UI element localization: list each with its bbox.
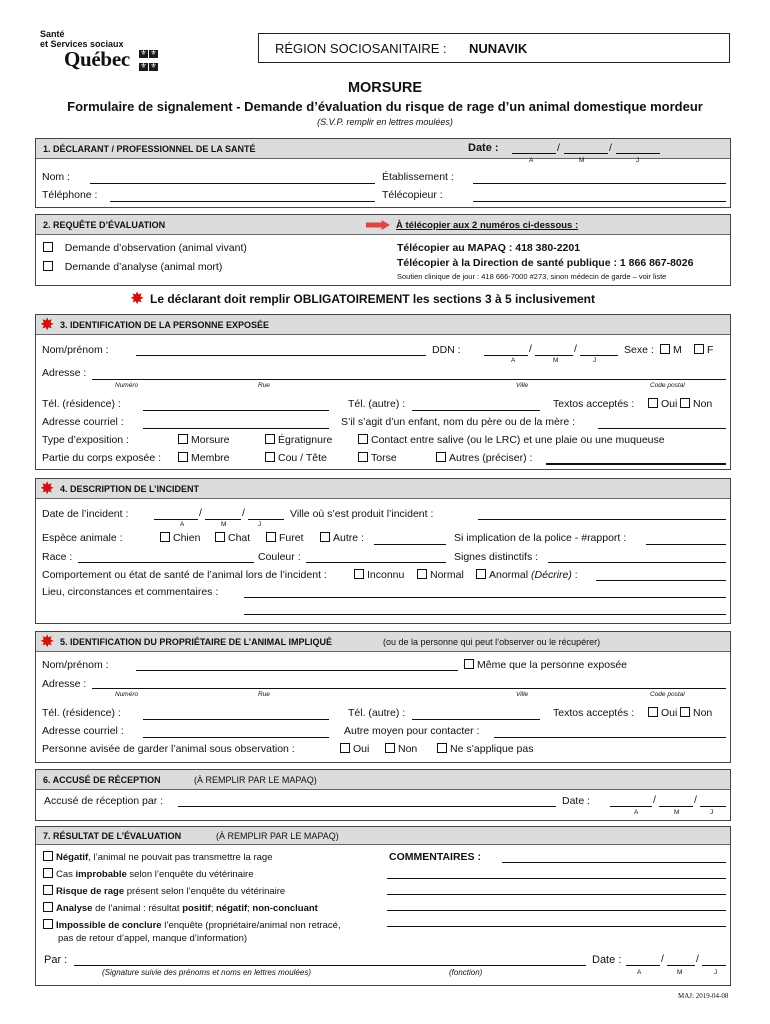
s7-analyse-checkbox[interactable] (43, 902, 53, 912)
s4-autre-checkbox[interactable] (320, 532, 330, 542)
s2-fax2: Télécopier à la Direction de santé publique : 1 866 867-8026 (397, 257, 694, 269)
section-3-title: 3. IDENTIFICATION DE LA PERSONNE EXPOSÉE (60, 320, 270, 330)
s4-normal[interactable] (417, 569, 464, 581)
star-icon: ✸ (40, 315, 55, 334)
section-5-title: 5. IDENTIFICATION DU PROPRIÉTAIRE DE L’ANIMAL IMPLIQUÉ (60, 637, 333, 647)
section-7-title: 7. RÉSULTAT DE L’ÉVALUATION (43, 831, 182, 841)
s4-anormal[interactable] (476, 569, 578, 581)
s1-letter-j: J (636, 157, 640, 164)
s7-letter-m: M (677, 969, 683, 976)
s4-lieu-field-2[interactable] (244, 614, 726, 615)
star-icon: ✸ (130, 289, 145, 308)
s3-adresse-label: Adresse : (42, 367, 87, 379)
s1-nom-label: Nom : (42, 171, 71, 183)
s4-chat-checkbox[interactable] (215, 532, 225, 542)
s2-soutien: Soutien clinique de jour : 418 666-7000 #273, sinon médecin de garde – voir liste (397, 272, 667, 281)
s4-date-j[interactable] (248, 519, 284, 520)
s3-egratignure-checkbox[interactable] (265, 434, 275, 444)
s7-par-field[interactable] (74, 965, 586, 966)
s5-telautre-label: Tél. (autre) : (348, 707, 406, 719)
s4-inconnu[interactable] (354, 569, 404, 581)
s3-telres-label: Tél. (résidence) : (42, 398, 121, 410)
s5-nom-label: Nom/prénom : (42, 659, 109, 671)
s1-tel-label: Téléphone : (42, 189, 98, 201)
s3-nom-label: Nom/prénom : (42, 344, 109, 356)
s5-non-checkbox[interactable] (680, 707, 690, 717)
section-7-header (36, 827, 730, 845)
page-subtitle: Formulaire de signalement - Demande d’évaluation du risque de rage d’un animal domestique mordeur (67, 99, 703, 114)
s7-improbable-bold: improbable (75, 869, 127, 880)
logo-line2: et Services sociaux (40, 38, 124, 49)
s5-meme-checkbox[interactable] (464, 659, 474, 669)
s7-impossible2: pas de retour d’appel, manque d’information) (58, 933, 248, 944)
s3-ddn-label: DDN : (432, 344, 461, 356)
s3-m-checkbox[interactable] (660, 344, 670, 354)
section-6-title: 6. ACCUSÉ DE RÉCEPTION (43, 775, 161, 785)
s3-membre[interactable] (178, 452, 230, 464)
section-3 (35, 314, 731, 470)
s6-date-a[interactable] (610, 806, 652, 807)
s3-contact-checkbox[interactable] (358, 434, 368, 444)
s4-chien[interactable] (160, 532, 200, 544)
s3-sexe-f[interactable] (694, 344, 713, 356)
s2-analyse-checkbox[interactable] (43, 261, 53, 271)
s4-inconnu-label: Inconnu (367, 569, 405, 581)
s3-enfant-field[interactable] (598, 428, 726, 429)
s7-risque-checkbox[interactable] (43, 885, 53, 895)
s7-date-label: Date : (592, 954, 622, 966)
s7-impossible-bold: Impossible de conclure (56, 920, 162, 931)
logo-brand: Québec (64, 47, 130, 71)
s3-type-label: Type d’exposition : (42, 434, 129, 446)
s3-m-label: M (673, 344, 682, 356)
s3-nom-field[interactable] (136, 355, 426, 356)
s3-autres-label: Autres (préciser) : (449, 452, 533, 464)
s4-furet[interactable] (266, 532, 304, 544)
s7-negatif-label: , l’animal ne pouvait pas transmettre la rage (88, 852, 273, 863)
s3-numero-label: Numéro (115, 382, 139, 389)
arrow-right-icon (366, 220, 390, 233)
s7-risque-label: présent selon l’enquête du vétérinaire (124, 886, 286, 897)
s3-ddn-m[interactable] (535, 355, 573, 356)
section-1-header: 1. DÉCLARANT / PROFESSIONNEL DE LA SANTÉ Date : / / (36, 139, 730, 159)
s3-letter-j: J (593, 357, 597, 364)
s4-chat[interactable] (215, 532, 250, 544)
s3-contact[interactable] (358, 434, 665, 446)
s5-avisee-label: Personne avisée de garder l’animal sous observation : (42, 743, 295, 755)
section-6-note: (À REMPLIR PAR LE MAPAQ) (194, 775, 317, 785)
s3-adresse-field[interactable] (92, 379, 726, 380)
s1-etab-field[interactable] (473, 183, 726, 184)
s3-rue-label: Rue (258, 382, 270, 389)
s5-avisee-non[interactable] (385, 743, 417, 755)
s7-impossible[interactable] (43, 919, 341, 931)
s5-textos-non[interactable] (680, 707, 712, 719)
s3-telautre-field[interactable] (412, 410, 540, 411)
s3-ville-label: Ville (516, 382, 529, 389)
s5-cp-label: Code postal (650, 691, 685, 698)
s4-lieu-field-1[interactable] (244, 597, 726, 598)
region-value: NUNAVIK (469, 41, 528, 56)
s4-inconnu-checkbox[interactable] (354, 569, 364, 579)
s3-egratignure[interactable] (265, 434, 332, 446)
s5-ville-label: Ville (516, 691, 529, 698)
s3-telautre-label: Tél. (autre) : (348, 398, 406, 410)
s4-autre[interactable] (320, 532, 364, 544)
s5-adresse-field[interactable] (92, 688, 726, 689)
s6-par-field[interactable] (178, 806, 556, 807)
s3-non-label: Non (693, 398, 713, 410)
s1-letter-m: M (579, 157, 585, 164)
region-box (258, 33, 730, 63)
s3-courriel-label: Adresse courriel : (42, 416, 124, 428)
s5-courriel-label: Adresse courriel : (42, 725, 124, 737)
s7-date-m[interactable] (667, 965, 695, 966)
s4-furet-label: Furet (279, 532, 304, 544)
s3-cou-label: Cou / Tête (278, 452, 327, 464)
s6-date-label: Date : (562, 795, 591, 807)
s4-signes-field[interactable] (548, 562, 726, 563)
s7-comment-line-1[interactable] (502, 862, 726, 863)
s5-ne-checkbox[interactable] (437, 743, 447, 753)
s3-non-checkbox[interactable] (680, 398, 690, 408)
s3-courriel-field[interactable] (143, 428, 329, 429)
s3-cou-checkbox[interactable] (265, 452, 275, 462)
s1-date-a[interactable] (512, 153, 556, 154)
s3-autres-field[interactable] (546, 463, 726, 465)
s7-nonconcl: non-concluant (252, 903, 318, 914)
s5-avisee-non-label: Non (398, 743, 418, 755)
s5-avisee-oui-checkbox[interactable] (340, 743, 350, 753)
s1-etab-label: Établissement : (382, 171, 454, 183)
s7-commentaires-label: COMMENTAIRES : (389, 851, 481, 863)
s3-torse-label: Torse (371, 452, 397, 464)
s3-egratignure-label: Égratignure (278, 434, 333, 446)
s1-date-label: Date : (468, 142, 499, 154)
s7-comment-line-4[interactable] (387, 910, 726, 911)
s2-obs-checkbox[interactable] (43, 242, 53, 252)
s5-textos-label: Textos acceptés : (553, 707, 635, 719)
s4-espece-label: Espèce animale : (42, 532, 123, 544)
s3-morsure-label: Morsure (191, 434, 230, 446)
section-7-note: (À REMPLIR PAR LE MAPAQ) (216, 831, 339, 841)
s2-fax-note: À télécopier aux 2 numéros ci-dessous : (396, 220, 579, 231)
s5-avisee-non-checkbox[interactable] (385, 743, 395, 753)
s3-contact-label: Contact entre salive (ou le LRC) et une plaie ou une muqueuse (371, 434, 665, 446)
s4-date-m[interactable] (205, 519, 241, 520)
s5-ne-label: Ne s’applique pas (450, 743, 534, 755)
s7-signature-caption: (Signature suivie des prénoms et noms en lettres moulées) (102, 968, 311, 977)
s7-improbable-checkbox[interactable] (43, 868, 53, 878)
s6-par-label: Accusé de réception par : (44, 795, 164, 807)
s7-analyse-label: de l’animal : résultat (92, 903, 183, 914)
s4-furet-checkbox[interactable] (266, 532, 276, 542)
s4-race-label: Race : (42, 551, 73, 563)
s4-couleur-label: Couleur : (258, 551, 301, 563)
s5-rue-label: Rue (258, 691, 270, 698)
s3-telres-field[interactable] (143, 410, 329, 411)
s7-positif: positif (182, 903, 211, 914)
s3-letter-m: M (553, 357, 559, 364)
s5-telres-field[interactable] (143, 719, 329, 720)
s4-chien-label: Chien (173, 532, 201, 544)
s4-decrire-label: (Décrire) (531, 569, 572, 581)
s3-cou[interactable] (265, 452, 327, 464)
s7-improbable[interactable] (43, 868, 254, 880)
s4-race-field[interactable] (78, 562, 254, 563)
s5-adresse-label: Adresse : (42, 678, 87, 690)
s3-partie-label: Partie du corps exposée : (42, 452, 162, 464)
s7-improbable-label: selon l’enquête du vétérinaire (126, 869, 254, 880)
s1-date-m[interactable] (564, 153, 608, 154)
s4-signes-label: Signes distinctifs : (454, 551, 539, 563)
s7-date-j[interactable] (702, 965, 726, 966)
s7-analyse[interactable]: Analyse de l’animal : résultat positif; négatif; non-concluant (43, 902, 318, 914)
s3-f-checkbox[interactable] (694, 344, 704, 354)
s4-lieu-label: Lieu, circonstances et commentaires : (42, 586, 219, 598)
s7-comment-line-3[interactable] (387, 894, 726, 895)
s4-couleur-field[interactable] (306, 562, 446, 563)
s5-oui-label: Oui (661, 707, 678, 719)
s5-numero-label: Numéro (115, 691, 139, 698)
s4-chien-checkbox[interactable] (160, 532, 170, 542)
s3-autres[interactable] (436, 452, 532, 464)
s5-autremoyen-field[interactable] (494, 737, 726, 738)
s1-fax-label: Télécopieur : (382, 189, 443, 201)
s4-anormal-label: Anormal (489, 569, 529, 581)
s5-meme-label: Même que la personne exposée (477, 659, 628, 671)
s3-f-label: F (707, 344, 714, 356)
s7-analyse-bold: Analyse (56, 903, 93, 914)
s7-impossible-checkbox[interactable] (43, 919, 53, 929)
s4-letter-j: J (258, 521, 262, 528)
s7-improbable-pre: Cas (56, 869, 76, 880)
s7-negatif-checkbox[interactable] (43, 851, 53, 861)
s3-morsure[interactable] (178, 434, 230, 446)
s4-comportement-label: Comportement ou état de santé de l’animal lors de l’incident : (42, 569, 327, 581)
star-icon: ✸ (40, 632, 55, 651)
s7-par-label: Par : (44, 954, 68, 966)
section-2-title: 2. REQUÊTE D’ÉVALUATION (43, 220, 166, 230)
s4-normal-label: Normal (430, 569, 464, 581)
s7-negatif-bold: Négatif (56, 852, 89, 863)
s3-textos-non[interactable] (680, 398, 712, 410)
s3-ddn-j[interactable] (580, 355, 618, 356)
s6-letter-j: J (710, 809, 714, 816)
s4-decrire-colon: : (574, 569, 578, 581)
s4-anormal-checkbox[interactable] (476, 569, 486, 579)
s5-avisee-oui[interactable] (340, 743, 369, 755)
s3-textos-label: Textos acceptés : (553, 398, 635, 410)
s4-police-field[interactable] (646, 544, 726, 545)
s2-analyse-label: Demande d’analyse (animal mort) (64, 261, 223, 273)
s4-letter-a: A (180, 521, 185, 528)
s7-negatif2: négatif (215, 903, 248, 914)
region-label: RÉGION SOCIOSANITAIRE : (275, 41, 447, 56)
s3-cp-label: Code postal (650, 382, 685, 389)
s7-impossible-label: l’enquête (propriétaire/animal non retracé, (161, 920, 341, 931)
s2-obs-item[interactable] (43, 242, 247, 254)
s1-date-j[interactable] (616, 153, 660, 154)
quebec-flag-icon: ⚜ ⚜ ⚜ ⚜ (140, 50, 157, 70)
s1-fax-field[interactable] (473, 201, 726, 202)
s5-meme[interactable] (464, 659, 627, 671)
s5-oui-checkbox[interactable] (648, 707, 658, 717)
s6-date-m[interactable] (659, 806, 693, 807)
s4-ville-label: Ville où s’est produit l’incident : (290, 508, 434, 520)
s3-sexe-label: Sexe : (624, 344, 654, 356)
s5-nom-field[interactable] (136, 670, 458, 671)
s3-morsure-checkbox[interactable] (178, 434, 188, 444)
s5-telres-label: Tél. (résidence) : (42, 707, 121, 719)
s6-date-j[interactable] (700, 806, 726, 807)
s5-telautre-field[interactable] (412, 719, 540, 720)
logo-line1: Santé (40, 29, 65, 39)
s7-date-a[interactable] (626, 965, 660, 966)
star-icon: ✸ (40, 479, 55, 498)
s7-letter-a: A (637, 969, 642, 976)
s6-letter-m: M (674, 809, 680, 816)
s3-oui-label: Oui (661, 398, 678, 410)
oblig-notice: Le déclarant doit remplir OBLIGATOIREMENT les sections 3 à 5 inclusivement (150, 292, 596, 306)
s4-chat-label: Chat (228, 532, 251, 544)
s3-membre-checkbox[interactable] (178, 452, 188, 462)
s4-date-label: Date de l’incident : (42, 508, 129, 520)
section-3-header (36, 315, 730, 335)
section-5-note: (ou de la personne qui peut l’observer ou le récupérer) (383, 637, 601, 647)
s3-textos-oui[interactable] (648, 398, 677, 410)
s5-avisee-ne[interactable] (437, 743, 533, 755)
page-title: MORSURE (347, 80, 423, 96)
s7-letter-j: J (714, 969, 718, 976)
s4-normal-checkbox[interactable] (417, 569, 427, 579)
s1-nom-field[interactable] (90, 183, 375, 184)
s5-autremoyen-label: Autre moyen pour contacter : (344, 725, 480, 737)
s7-negatif[interactable] (43, 851, 273, 863)
section-5-header (36, 632, 730, 652)
s7-comment-line-2[interactable] (387, 878, 726, 879)
s3-sexe-m[interactable] (660, 344, 682, 356)
section-6-header (36, 770, 730, 790)
s4-date-a[interactable] (154, 519, 198, 520)
s5-courriel-field[interactable] (143, 737, 329, 738)
s3-membre-label: Membre (191, 452, 230, 464)
section-2-header (36, 215, 730, 235)
s2-obs-label: Demande d’observation (animal vivant) (64, 242, 247, 254)
s3-autres-checkbox[interactable] (436, 452, 446, 462)
s2-analyse-item[interactable] (43, 261, 222, 273)
s6-letter-a: A (634, 809, 639, 816)
s4-autre-label: Autre : (333, 532, 364, 544)
s3-oui-checkbox[interactable] (648, 398, 658, 408)
s3-torse-checkbox[interactable] (358, 452, 368, 462)
s5-non-label: Non (693, 707, 713, 719)
s5-textos-oui[interactable] (648, 707, 677, 719)
s7-risque-bold: Risque de rage (56, 886, 125, 897)
page-instruction: (S.V.P. remplir en lettres moulées) (317, 117, 453, 127)
s3-enfant-label: S’il s’agit d’un enfant, nom du père ou de la mère : (341, 416, 576, 428)
s4-ville-field[interactable] (478, 519, 726, 520)
s3-ddn-a[interactable] (484, 355, 528, 356)
s7-comment-line-5[interactable] (387, 926, 726, 927)
s4-anormal-field[interactable] (596, 580, 726, 581)
s4-autre-field[interactable] (374, 544, 446, 545)
s4-police-label: Si implication de la police - #rapport : (454, 532, 627, 544)
s3-letter-a: A (511, 357, 516, 364)
section-1-title: 1. DÉCLARANT / PROFESSIONNEL DE LA SANTÉ (43, 144, 256, 154)
section-4 (35, 478, 731, 624)
s7-fonction-caption: (fonction) (449, 968, 483, 977)
s7-risque[interactable] (43, 885, 285, 897)
s1-letter-a: A (529, 157, 534, 164)
s4-letter-m: M (221, 521, 227, 528)
s5-avisee-oui-label: Oui (353, 743, 370, 755)
section-4-title: 4. DESCRIPTION DE L’INCIDENT (60, 484, 200, 494)
s2-fax1: Télécopier au MAPAQ : 418 380-2201 (397, 242, 581, 254)
footer-date: MAJ: 2019-04-08 (678, 992, 729, 1000)
s1-tel-field[interactable] (110, 201, 375, 202)
section-4-header (36, 479, 730, 499)
s3-torse[interactable] (358, 452, 397, 464)
